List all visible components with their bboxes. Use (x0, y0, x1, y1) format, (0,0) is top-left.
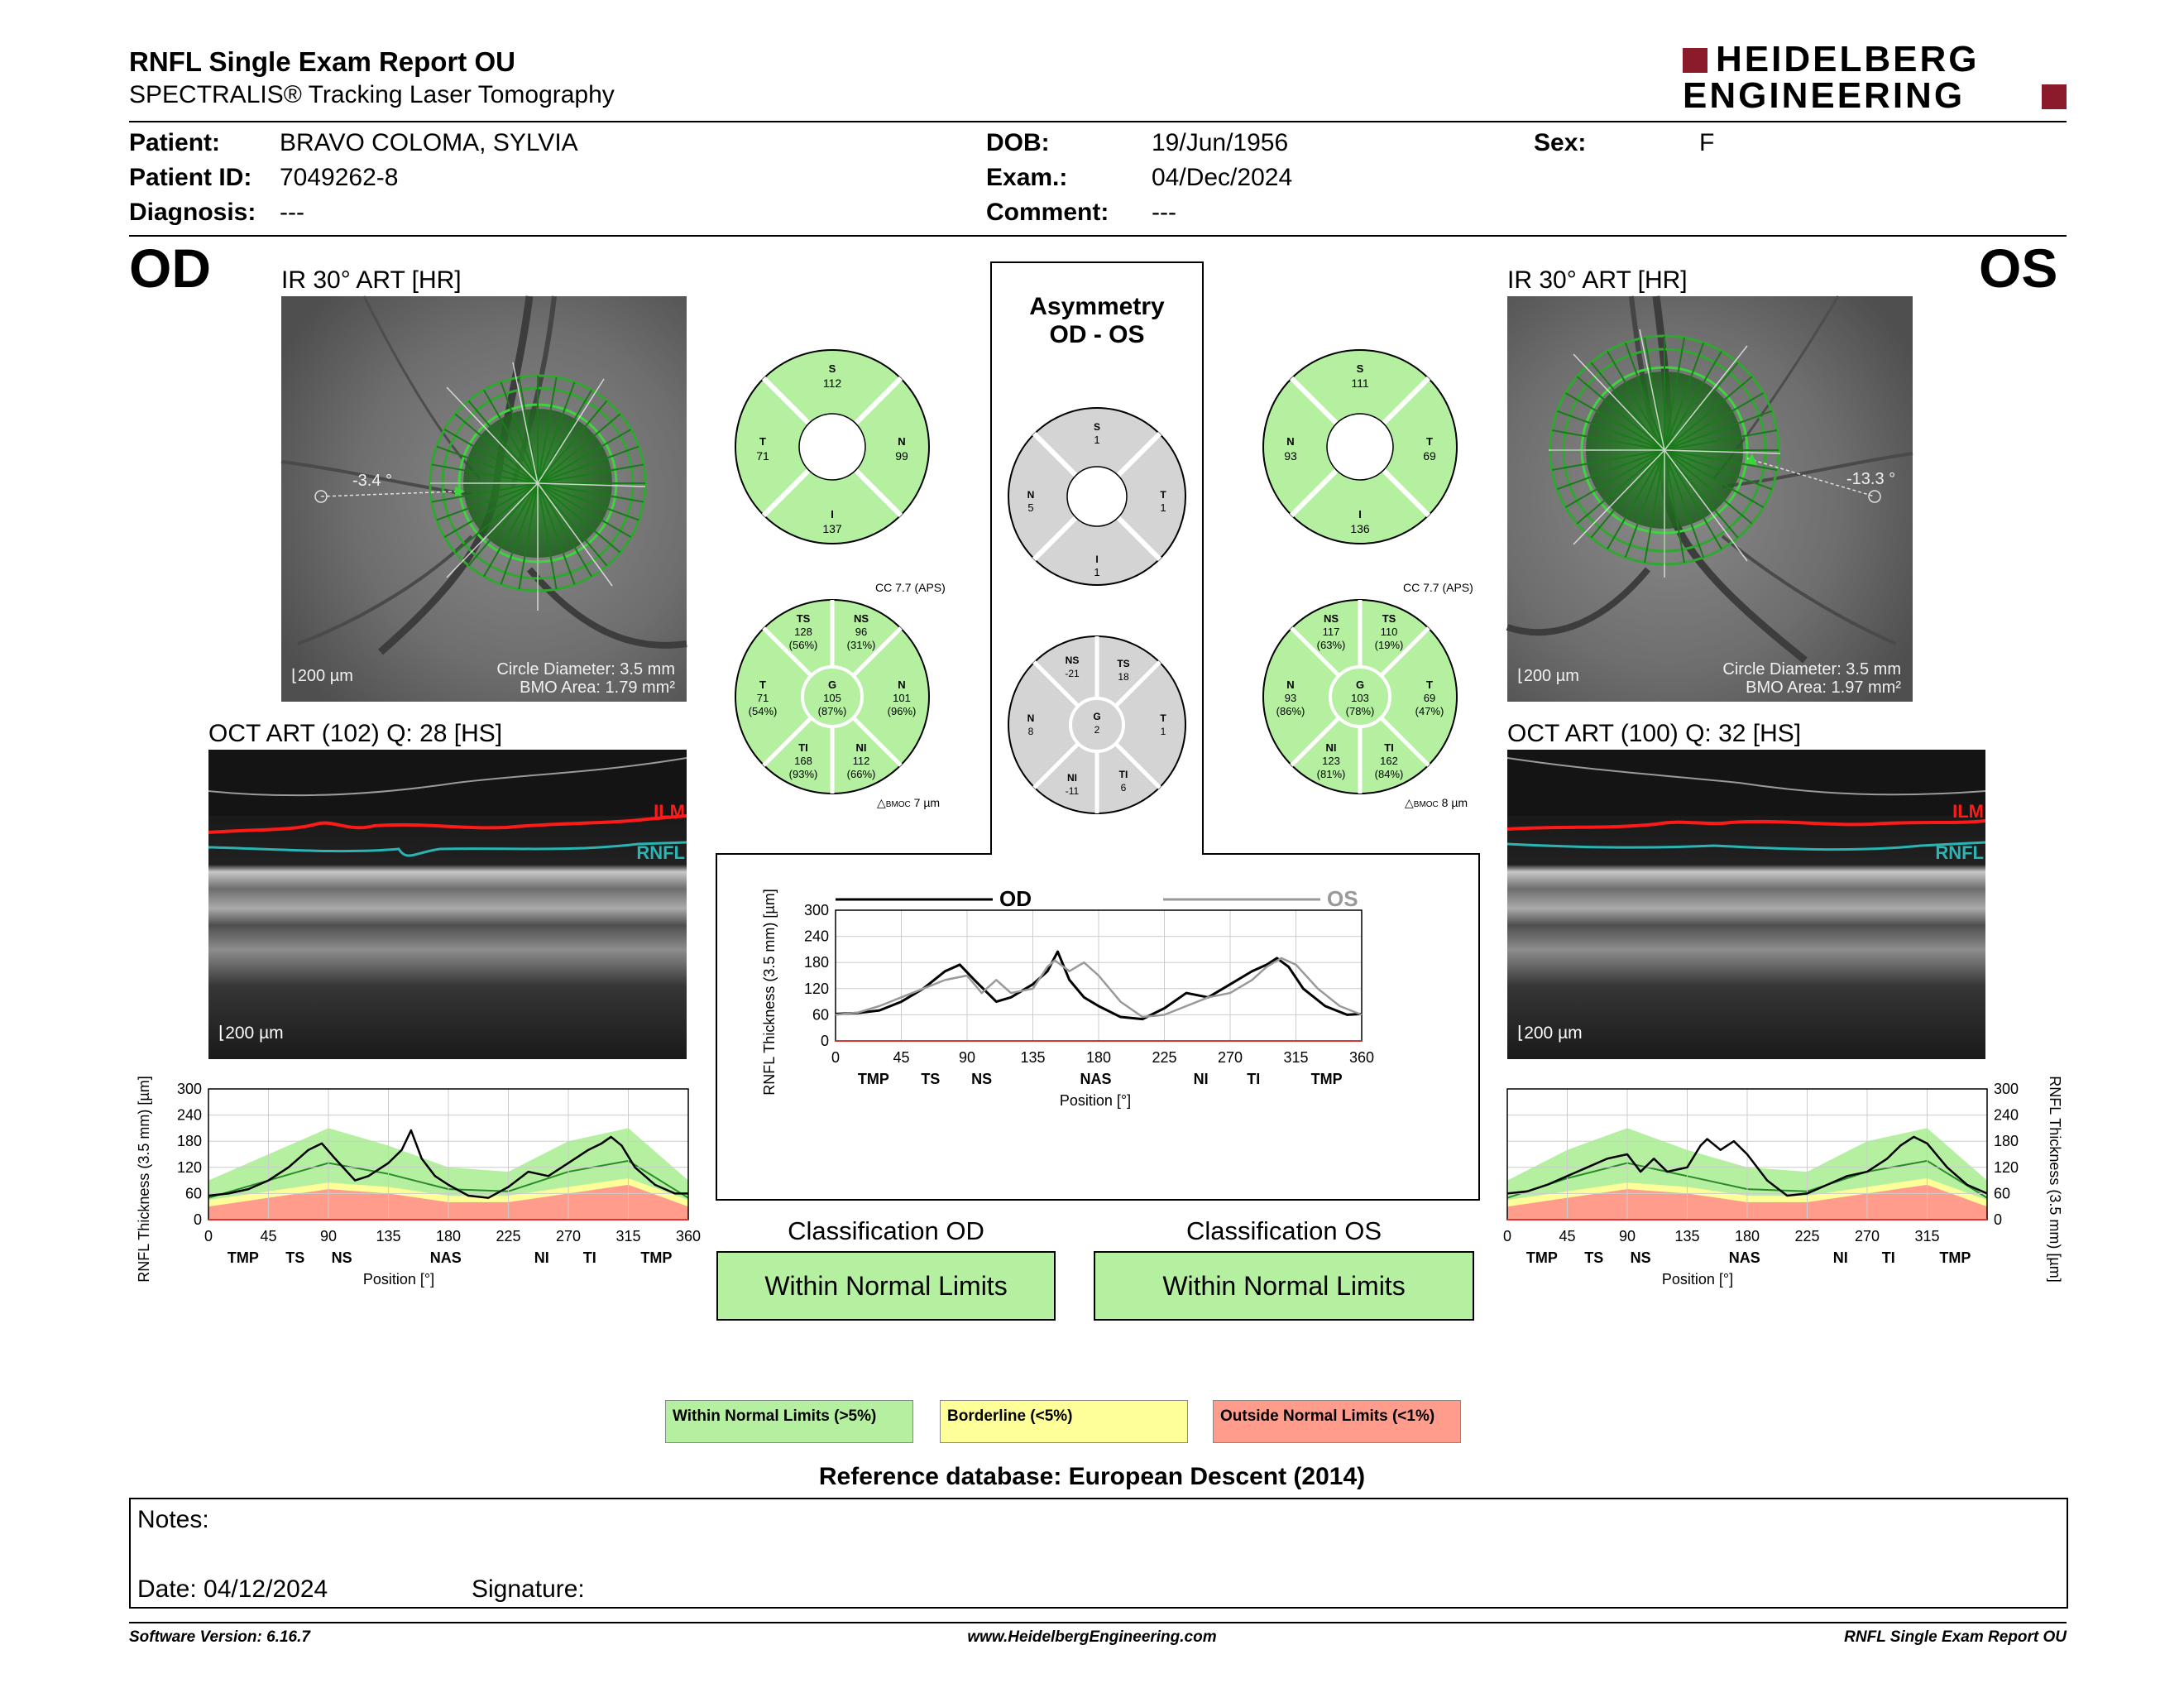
os-s4-I-label: I (1358, 508, 1362, 520)
region-label: NI (534, 1249, 549, 1266)
od-fundus-svg (281, 296, 687, 702)
region-label: NI (1832, 1249, 1848, 1266)
x-tick-label: 360 (675, 1228, 702, 1244)
report-subtitle: SPECTRALIS® Tracking Laser Tomography (129, 81, 615, 108)
os-sector4-center (1327, 414, 1393, 480)
od-s6-NI-pct: (66%) (846, 768, 876, 780)
od-s4-I: 137 (822, 522, 842, 535)
asym-s4-N: 5 (1027, 501, 1034, 514)
sex: F (1699, 129, 1715, 156)
x-tick-label: 0 (831, 1049, 841, 1066)
os-angle: -13.3 ° (1846, 470, 1896, 488)
legend-od-label: OD (999, 886, 1032, 911)
od-rnfl-label: RNFL (636, 842, 685, 863)
asym-s6-NI: -11 (1065, 785, 1080, 797)
od-oct-title: OCT ART (102) Q: 28 [HS] (208, 720, 503, 747)
os-s6-NI-label: NI (1325, 741, 1337, 754)
x-tick-label: 0 (1502, 1228, 1512, 1244)
asym-profile-chart (758, 879, 1387, 1135)
header-divider (129, 121, 2067, 122)
os-s6-T-pct: (47%) (1415, 705, 1444, 717)
asymmetry-title (991, 293, 1203, 349)
os-s6-NS-label: NS (1323, 612, 1339, 625)
os-bmoc-value: 8 µm (1441, 796, 1468, 809)
asym-sector6-chart (1006, 634, 1188, 816)
os-s4-I: 136 (1350, 522, 1370, 535)
asym-s6-T: 1 (1160, 726, 1166, 737)
region-label: TS (285, 1249, 305, 1266)
y-tick-label: 300 (1994, 1081, 2019, 1097)
os-oct-title: OCT ART (100) Q: 32 [HS] (1507, 720, 1802, 747)
asym-s6-TS-label: TS (1117, 658, 1130, 669)
od-s6-TS-pct: (56%) (788, 639, 818, 651)
x-tick-label: 315 (615, 1228, 641, 1244)
os-ilm-label: ILM (1952, 801, 1984, 822)
os-oct-scale (1517, 1023, 1583, 1043)
od-scale-label: 200 µm (297, 667, 353, 685)
os-rnfl-label: RNFL (1935, 842, 1984, 863)
os-fundus-image (1507, 296, 1913, 702)
od-scale-bar (291, 665, 353, 686)
asym-s4-T: 1 (1160, 501, 1166, 514)
asymmetry-title-line1: Asymmetry (1029, 293, 1165, 320)
comment: --- (1152, 199, 1176, 226)
asym-sector4-chart (1006, 405, 1188, 587)
notes-date: Date: 04/12/2024 (137, 1575, 328, 1603)
od-angle: -3.4 ° (352, 472, 393, 490)
x-tick-label: 45 (260, 1228, 277, 1244)
y-tick-label: 60 (1994, 1185, 2011, 1202)
od-cc: CC 7.7 (APS) (875, 581, 946, 594)
diagnosis: --- (280, 199, 304, 226)
legend-borderline: Borderline (<5%) (940, 1400, 1188, 1443)
asym-s6-NS-label: NS (1065, 655, 1080, 666)
os-s4-N-label: N (1286, 435, 1295, 448)
region-label: TMP (227, 1249, 259, 1266)
od-bmoc (877, 796, 940, 810)
asym-s6-TI: 6 (1120, 782, 1127, 794)
od-oct-image (208, 750, 687, 1059)
os-profile-chart (1497, 1072, 2076, 1321)
x-tick-label: 135 (1020, 1049, 1046, 1066)
od-s4-N: 99 (895, 449, 908, 463)
od-s6-T-pct: (54%) (748, 705, 778, 717)
os-s4-S-label: S (1356, 362, 1364, 375)
asym-s4-I: 1 (1094, 566, 1100, 578)
asym-s4-I-label: I (1095, 554, 1099, 565)
os-sector4-chart (1261, 348, 1459, 546)
os-s6-N: 93 (1284, 692, 1297, 704)
od-oct-svg (208, 750, 687, 1059)
x-tick-label: 45 (893, 1049, 910, 1066)
asym-s6-N-label: N (1027, 712, 1035, 724)
os-fundus-svg (1507, 296, 1913, 702)
region-label: TI (1247, 1071, 1261, 1087)
od-s6-TI-pct: (93%) (788, 768, 818, 780)
os-s6-T-label: T (1426, 679, 1433, 691)
x-axis-label: Position [°] (362, 1271, 435, 1288)
region-label: TMP (1525, 1249, 1558, 1266)
od-s6-G: 105 (823, 692, 841, 704)
report-title: RNFL Single Exam Report OU (129, 46, 515, 77)
logo-text-bottom: ENGINEERING (1683, 75, 1966, 116)
os-s4-T: 69 (1423, 449, 1436, 463)
asym-s6-N: 8 (1027, 726, 1034, 737)
x-tick-label: 315 (1283, 1049, 1309, 1066)
od-ir-title: IR 30° ART [HR] (281, 266, 462, 294)
x-tick-label: 135 (376, 1228, 401, 1244)
os-scale-label: 200 µm (1523, 667, 1579, 685)
region-label: TS (1584, 1249, 1604, 1266)
x-tick-label: 0 (204, 1228, 213, 1244)
x-tick-label: 225 (1794, 1228, 1820, 1244)
asym-s6-NS: -21 (1065, 668, 1080, 679)
os-s6-N-label: N (1286, 679, 1295, 691)
y-tick-label: 300 (176, 1081, 202, 1097)
y-tick-label: 180 (803, 954, 829, 971)
os-s6-G-label: G (1355, 679, 1365, 691)
od-s6-NI-label: NI (855, 741, 867, 754)
od-s4-T: 71 (756, 449, 769, 463)
os-s6-TS-label: TS (1382, 612, 1396, 625)
region-label: NI (1193, 1071, 1209, 1087)
y-axis-label: RNFL Thickness (3.5 mm) [µm] (136, 1076, 152, 1283)
od-s6-NS-label: NS (853, 612, 869, 625)
os-bmoc-label: BMOC (1413, 800, 1439, 809)
notes-box (129, 1498, 2068, 1609)
asym-sector4-center (1067, 467, 1127, 526)
legend-os-label: OS (1327, 886, 1358, 911)
logo-square-top (1683, 48, 1707, 73)
y-axis-label: RNFL Thickness (3.5 mm) [µm] (2047, 1076, 2063, 1283)
x-tick-label: 315 (1914, 1228, 1940, 1244)
od-bmoc-value: 7 µm (913, 796, 941, 809)
od-s6-TS: 128 (794, 626, 812, 638)
od-ilm-label: ILM (654, 801, 685, 822)
os-oct-scale-icon: ⌊ (1517, 1024, 1525, 1043)
patient-id: 7049262-8 (280, 164, 399, 191)
x-tick-label: 270 (1854, 1228, 1880, 1244)
os-oct-image (1507, 750, 1985, 1059)
os-s6-N-pct: (86%) (1276, 705, 1305, 717)
os-s4-T-label: T (1426, 435, 1433, 448)
od-bmo-area: BMO Area: 1.79 mm² (520, 679, 675, 697)
region-label: TI (582, 1249, 596, 1266)
region-label: NAS (1080, 1071, 1112, 1087)
asym-s4-N-label: N (1027, 489, 1035, 501)
logo-square-bottom (2042, 84, 2067, 109)
y-tick-label: 240 (176, 1106, 202, 1124)
od-classification-box: Within Normal Limits (716, 1251, 1056, 1321)
y-tick-label: 240 (1994, 1106, 2019, 1124)
region-label: TMP (1939, 1249, 1971, 1266)
exam-date: 04/Dec/2024 (1152, 164, 1293, 191)
exam-label: Exam.: (986, 164, 1068, 191)
region-label: NS (1630, 1249, 1651, 1266)
os-classification-box: Within Normal Limits (1094, 1251, 1474, 1321)
x-tick-label: 90 (1618, 1228, 1636, 1244)
asym-s4-T-label: T (1160, 489, 1166, 501)
os-bmo-area: BMO Area: 1.97 mm² (1746, 679, 1901, 697)
asym-s6-NI-label: NI (1067, 772, 1077, 784)
os-cc: CC 7.7 (APS) (1403, 581, 1473, 594)
x-tick-label: 225 (496, 1228, 521, 1244)
asym-s6-G: 2 (1094, 724, 1100, 736)
y-tick-label: 60 (812, 1006, 829, 1024)
x-tick-label: 45 (1559, 1228, 1576, 1244)
notes-label: Notes: (137, 1506, 209, 1533)
os-s6-TI: 162 (1380, 755, 1398, 767)
os-classification-header: Classification OS (1185, 1216, 1382, 1245)
os-s6-TI-label: TI (1384, 741, 1394, 754)
y-tick-label: 120 (803, 980, 829, 997)
os-oct-scale-label: 200 µm (1524, 1024, 1583, 1043)
x-tick-label: 180 (435, 1228, 462, 1244)
x-axis-label: Position [°] (1661, 1271, 1734, 1288)
y-axis-label: RNFL Thickness (3.5 mm) [µm] (761, 889, 778, 1096)
software-version: Software Version: 6.16.7 (129, 1628, 310, 1646)
od-oct-scale-label: 200 µm (225, 1024, 284, 1043)
od-s6-T-label: T (759, 679, 766, 691)
od-circle-diameter: Circle Diameter: 3.5 mm (496, 660, 675, 679)
diagnosis-label: Diagnosis: (129, 199, 256, 226)
region-label: TMP (640, 1249, 673, 1266)
sex-label: Sex: (1534, 129, 1587, 156)
os-eye-label: OS (1979, 237, 2058, 299)
region-label: NAS (429, 1249, 462, 1266)
footer-report-name: RNFL Single Exam Report OU (1844, 1628, 2067, 1646)
os-sector6-chart (1261, 597, 1459, 796)
os-s6-TS: 110 (1380, 626, 1398, 638)
region-label: NAS (1728, 1249, 1760, 1266)
asym-s6-G-label: G (1093, 711, 1101, 722)
os-s6-NS-pct: (63%) (1316, 639, 1346, 651)
os-bmoc-delta-icon: △ (1405, 796, 1414, 809)
od-s6-TS-label: TS (796, 612, 811, 625)
od-s6-NS-pct: (31%) (846, 639, 876, 651)
x-tick-label: 270 (1217, 1049, 1243, 1066)
asym-s6-T-label: T (1160, 712, 1166, 724)
y-tick-label: 240 (803, 928, 829, 945)
x-tick-label: 135 (1674, 1228, 1700, 1244)
y-tick-label: 300 (803, 902, 829, 918)
os-s6-NS: 117 (1322, 626, 1340, 638)
od-s6-T: 71 (756, 692, 769, 704)
od-classification-header: Classification OD (788, 1216, 984, 1245)
od-s6-N: 101 (893, 692, 911, 704)
od-scale-icon: ⌊ (291, 667, 298, 685)
x-axis-label: Position [°] (1059, 1092, 1132, 1109)
od-s4-S-label: S (828, 362, 836, 375)
od-s4-S: 112 (822, 376, 842, 390)
od-s6-TI-label: TI (798, 741, 808, 754)
website: www.HeidelbergEngineering.com (967, 1628, 1217, 1646)
region-label: TS (921, 1071, 941, 1087)
x-tick-label: 90 (958, 1049, 976, 1066)
od-bmoc-delta-icon: △ (877, 796, 886, 809)
region-label: TI (1881, 1249, 1895, 1266)
x-tick-label: 180 (1085, 1049, 1112, 1066)
od-profile-chart (132, 1072, 702, 1321)
region-label: NS (331, 1249, 352, 1266)
asym-s4-S: 1 (1094, 434, 1100, 446)
asym-s4-S-label: S (1093, 421, 1101, 433)
od-s4-N-label: N (898, 435, 906, 448)
os-s4-N: 93 (1284, 449, 1297, 463)
os-s4-S: 111 (1351, 376, 1369, 390)
os-s6-NI-pct: (81%) (1316, 768, 1346, 780)
od-sector4-center (799, 414, 865, 480)
patient-id-label: Patient ID: (129, 164, 252, 191)
notes-signature: Signature: (472, 1575, 585, 1603)
od-s6-NS: 96 (855, 626, 868, 638)
os-circle-diameter: Circle Diameter: 3.5 mm (1722, 660, 1901, 679)
os-s6-T: 69 (1423, 692, 1436, 704)
od-s6-G-pct: (87%) (817, 705, 847, 717)
region-label: TMP (857, 1071, 889, 1087)
y-tick-label: 180 (1994, 1133, 2019, 1150)
os-s6-G: 103 (1351, 692, 1369, 704)
asym-s6-TI-label: TI (1118, 769, 1128, 780)
dob: 19/Jun/1956 (1152, 129, 1289, 156)
legend-outside-normal: Outside Normal Limits (<1%) (1213, 1400, 1461, 1443)
dob-label: DOB: (986, 129, 1050, 156)
y-tick-label: 60 (184, 1185, 202, 1202)
x-tick-label: 270 (555, 1228, 582, 1244)
od-s6-NI: 112 (852, 755, 870, 767)
os-scale-icon: ⌊ (1517, 667, 1524, 685)
x-tick-label: 225 (1152, 1049, 1177, 1066)
y-tick-label: 0 (193, 1211, 202, 1228)
os-s6-NI: 123 (1322, 755, 1340, 767)
os-s6-TI-pct: (84%) (1374, 768, 1404, 780)
asymmetry-title-line2: OD - OS (1049, 321, 1145, 348)
x-tick-label: 360 (1348, 1049, 1375, 1066)
od-oct-scale-icon: ⌊ (218, 1024, 226, 1043)
logo-text-top: HEIDELBERG (1716, 39, 1980, 79)
patient-divider (129, 235, 2067, 237)
od-sector6-chart (733, 597, 932, 796)
od-s4-I-label: I (831, 508, 834, 520)
region-label: TMP (1310, 1071, 1343, 1087)
od-bmoc-label: BMOC (885, 800, 911, 809)
os-ir-title: IR 30° ART [HR] (1507, 266, 1688, 294)
footer-divider (129, 1622, 2067, 1623)
patient-name: BRAVO COLOMA, SYLVIA (280, 129, 578, 156)
y-tick-label: 120 (176, 1158, 202, 1176)
y-tick-label: 120 (1994, 1158, 2019, 1176)
reference-database: Reference database: European Descent (2014) (818, 1463, 1366, 1490)
comment-label: Comment: (986, 199, 1109, 226)
heidelberg-logo (1683, 39, 2067, 116)
od-s6-N-pct: (96%) (887, 705, 917, 717)
os-s6-G-pct: (78%) (1345, 705, 1375, 717)
od-oct-scale (218, 1023, 284, 1043)
region-label: NS (971, 1071, 993, 1087)
os-bmoc (1405, 796, 1468, 810)
od-fundus-image (281, 296, 687, 702)
asym-s6-TS: 18 (1118, 671, 1129, 683)
x-tick-label: 180 (1734, 1228, 1760, 1244)
od-sector4-chart (733, 348, 932, 546)
od-s6-G-label: G (827, 679, 837, 691)
od-s6-TI: 168 (794, 755, 812, 767)
y-tick-label: 180 (176, 1133, 202, 1150)
os-scale-bar (1517, 665, 1579, 686)
od-s6-N-label: N (898, 679, 906, 691)
patient-label: Patient: (129, 129, 221, 156)
os-s6-TS-pct: (19%) (1374, 639, 1404, 651)
os-oct-svg (1507, 750, 1985, 1059)
legend-within-normal: Within Normal Limits (>5%) (665, 1400, 913, 1443)
y-tick-label: 0 (1994, 1211, 2003, 1228)
x-tick-label: 90 (319, 1228, 338, 1244)
od-s4-T-label: T (759, 435, 766, 448)
od-eye-label: OD (129, 237, 211, 299)
y-tick-label: 0 (820, 1033, 829, 1049)
